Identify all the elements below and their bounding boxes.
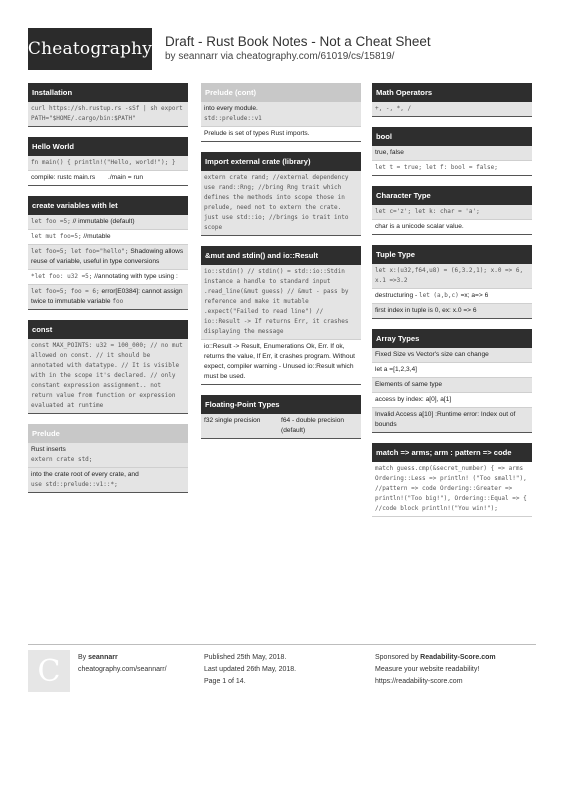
code-snippet: use std::prelude::v1::*; bbox=[31, 481, 118, 488]
sponsor-prefix: Sponsored by bbox=[375, 654, 421, 661]
table-row bbox=[28, 230, 188, 245]
column-3 bbox=[372, 83, 532, 527]
table-row: io::Result -> Result, Enumerations Ok, Err. If ok, returns the value, If Err, it crashes program. Without expect, compiler warning - Unused io::Result which must be used. bbox=[201, 340, 361, 385]
section-title: match => arms; arm : pattern => code bbox=[372, 443, 532, 462]
author-url[interactable]: cheatography.com/seannarr/ bbox=[78, 666, 167, 673]
code-row: fn main() { println!("Hello, world!"); } bbox=[28, 156, 188, 171]
footer-sponsor bbox=[375, 652, 496, 688]
section-prelude bbox=[28, 424, 188, 493]
section-mut-stdin bbox=[201, 246, 361, 385]
page-title: Draft - Rust Book Notes - Not a Cheat Sheet bbox=[165, 34, 431, 49]
section-title: Math Operators bbox=[372, 83, 532, 102]
section-title: &mut and stdin() and io::Result bbox=[201, 246, 361, 265]
section-title: Prelude (cont) bbox=[201, 83, 361, 102]
section-hello-world bbox=[28, 137, 188, 186]
row-text: // immutable (default) bbox=[72, 218, 135, 225]
row-text: =x; a=> 6 bbox=[458, 292, 489, 299]
code-row: extern crate rand; //external dependency use rand::Rng; //bring Rng trait which defines the methods into scope those in prelude, need not to extern the crate. just use std::io; //brings io trait into scope bbox=[201, 171, 361, 236]
section-array-types bbox=[372, 329, 532, 433]
code-row: let t = true; let f: bool = false; bbox=[372, 161, 532, 176]
row-text: f64 - double precision (default) bbox=[281, 417, 345, 434]
code-snippet: foo bbox=[112, 298, 124, 305]
footer-dates bbox=[204, 652, 296, 688]
section-prelude-cont bbox=[201, 83, 361, 142]
section-floating-point bbox=[201, 395, 361, 439]
author-name[interactable]: seannarr bbox=[88, 654, 118, 661]
code-snippet: *let foo: u32 =5; bbox=[31, 273, 93, 280]
code-snippet: let foo=5; foo = 6; bbox=[31, 288, 100, 295]
footer-author bbox=[78, 652, 167, 676]
cheatography-badge-icon bbox=[28, 650, 70, 692]
code-snippet: extern crate std; bbox=[31, 456, 93, 463]
section-create-variables bbox=[28, 196, 188, 310]
row-text: error[E0384]: cannot assign twice to immutable variable bbox=[31, 288, 183, 305]
page-subtitle[interactable]: by seannarr via cheatography.com/61019/cs/15819/ bbox=[165, 51, 395, 62]
section-title: Tuple Type bbox=[372, 245, 532, 264]
row-text: //mutable bbox=[83, 233, 111, 240]
sponsor-url[interactable]: https://readability-score.com bbox=[375, 678, 463, 685]
table-row bbox=[28, 285, 188, 310]
section-bool bbox=[372, 127, 532, 176]
table-row: Invalid Access a[10] :Runtime error: Index out of bounds bbox=[372, 408, 532, 433]
table-row: Fixed Size vs Vector's size can change bbox=[372, 348, 532, 363]
section-import-crate bbox=[201, 152, 361, 236]
compile-text: compile: rustc main.rs bbox=[31, 174, 96, 181]
code-snippet: let foo=5; let foo="hello"; bbox=[31, 248, 129, 255]
code-row: match guess.cmp(&secret_number) { => arms Ordering::Less => println! ("Too small!"), //pattern => code Ordering::Greater => println!("Too big!"), Ordering::Equal => { //code block println!("You win!"); bbox=[372, 462, 532, 517]
code-snippet: std::prelude::v1 bbox=[204, 115, 262, 122]
section-installation bbox=[28, 83, 188, 127]
code-row: +, -, *, / bbox=[372, 102, 532, 117]
code-snippet: let foo =5; bbox=[31, 218, 71, 225]
column-2 bbox=[201, 83, 361, 449]
code-snippet: let (a,b,c) bbox=[418, 292, 459, 299]
row-text: f32 single precision bbox=[204, 417, 261, 424]
section-const bbox=[28, 320, 188, 414]
section-title: create variables with let bbox=[28, 196, 188, 215]
table-row bbox=[28, 270, 188, 285]
row-text: //annotating with type using : bbox=[94, 273, 178, 280]
run-text: ./main = run bbox=[108, 174, 144, 181]
row-text: into the crate root of every crate, and bbox=[31, 471, 139, 478]
page-number: Page 1 of 14. bbox=[204, 678, 246, 685]
section-title: const bbox=[28, 320, 188, 339]
table-row: access by index: a[0], a[1] bbox=[372, 393, 532, 408]
section-title: Character Type bbox=[372, 186, 532, 205]
section-title: Prelude bbox=[28, 424, 188, 443]
row-text: Shadowing allows reuse of variable, useful in type conversions bbox=[31, 248, 184, 265]
table-row bbox=[201, 102, 361, 127]
sponsor-tagline: Measure your website readability! bbox=[375, 666, 480, 673]
section-title: Hello World bbox=[28, 137, 188, 156]
footer-divider bbox=[28, 644, 536, 645]
table-row: Elements of same type bbox=[372, 378, 532, 393]
compile-row bbox=[28, 171, 188, 186]
code-row: io::stdin() // stdin() = std::io::Stdin instance a handle to standard input .read_line(&mut guess) // &mut - pass by reference and make it mutable .expect("Failed to read line") // io::Result -> If returns Err, it crashes displaying the message bbox=[201, 265, 361, 340]
section-title: bool bbox=[372, 127, 532, 146]
table-row: char is a unicode scalar value. bbox=[372, 220, 532, 235]
section-character-type bbox=[372, 186, 532, 235]
row-text: Rust inserts bbox=[31, 446, 66, 453]
section-math-operators bbox=[372, 83, 532, 117]
updated-date: Last updated 26th May, 2018. bbox=[204, 666, 297, 673]
cheatography-logo[interactable]: Cheatography bbox=[28, 28, 152, 70]
badge-letter: C bbox=[37, 653, 61, 689]
row-text: into every module. bbox=[204, 105, 258, 112]
code-row: const MAX_POINTS: u32 = 100_000; // no mut allowed on const. // it should be annotated with datatype. // It is visible with in the scope it's declared. // only constant expression assignment.. not return value from function or expression evaluated at runtime bbox=[28, 339, 188, 414]
table-row: let a =[1,2,3,4] bbox=[372, 363, 532, 378]
table-row bbox=[28, 245, 188, 270]
table-row: first index in tuple is 0, ex: x.0 => 6 bbox=[372, 304, 532, 319]
code-row: let x:(u32,f64,u8) = (6,3.2,1); x.0 => 6, x.1 =>3.2 bbox=[372, 264, 532, 289]
column-1 bbox=[28, 83, 188, 503]
code-row: curl https://sh.rustup.rs -sSf | sh export PATH="$HOME/.cargo/bin:$PATH" bbox=[28, 102, 188, 127]
sponsor-name[interactable]: Readability-Score.com bbox=[420, 654, 496, 661]
by-label: By bbox=[78, 654, 89, 661]
section-title: Array Types bbox=[372, 329, 532, 348]
section-title: Floating-Point Types bbox=[201, 395, 361, 414]
table-row bbox=[28, 215, 188, 230]
row-text: destructuring - bbox=[375, 292, 419, 299]
table-row: Prelude is set of types Rust imports. bbox=[201, 127, 361, 142]
table-row: true, false bbox=[372, 146, 532, 161]
section-title: Import external crate (library) bbox=[201, 152, 361, 171]
published-date: Published 25th May, 2018. bbox=[204, 654, 287, 661]
table-row bbox=[28, 443, 188, 468]
code-snippet: let mut foo=5; bbox=[31, 233, 82, 240]
section-match bbox=[372, 443, 532, 517]
section-tuple-type bbox=[372, 245, 532, 319]
table-row bbox=[372, 289, 532, 304]
table-row bbox=[28, 468, 188, 493]
code-row: let c='z'; let k: char = 'a'; bbox=[372, 205, 532, 220]
table-row bbox=[201, 414, 361, 439]
section-title: Installation bbox=[28, 83, 188, 102]
